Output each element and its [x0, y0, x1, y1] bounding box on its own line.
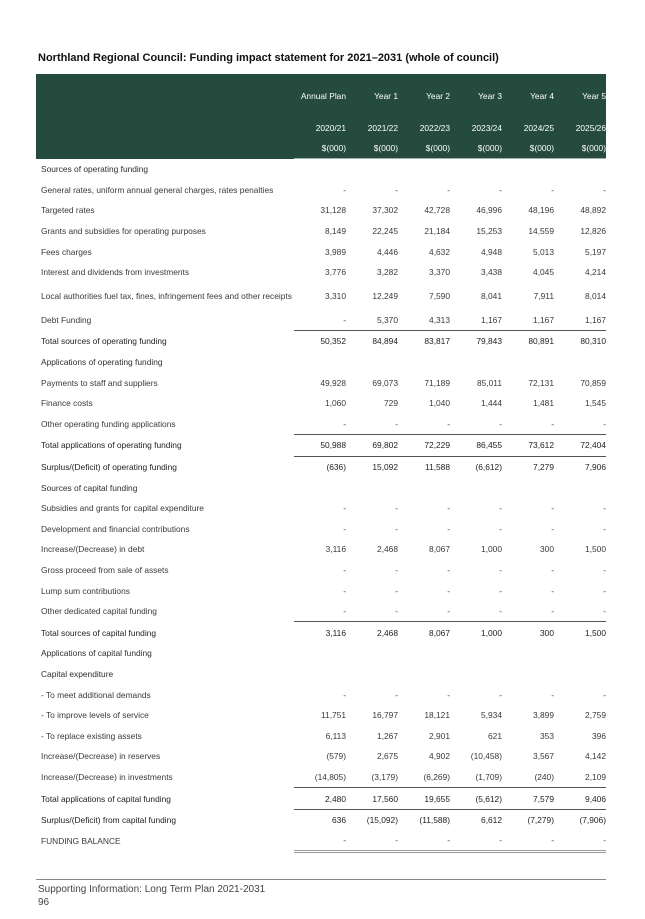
row-value: [554, 643, 606, 664]
footer-divider: [36, 879, 606, 880]
row-value: (579): [326, 751, 346, 762]
table-row: [36, 414, 606, 435]
table-row: [36, 372, 606, 393]
row-value: 1,167: [585, 314, 606, 325]
row-value: 5,370: [377, 314, 398, 325]
row-label: General rates, uniform annual general charges, rates penalties: [41, 184, 274, 195]
row-value: (240): [534, 771, 554, 782]
row-value: 4,045: [533, 267, 554, 278]
row-label: FUNDING BALANCE: [41, 836, 121, 847]
row-value: -: [447, 503, 450, 514]
row-value: -: [603, 564, 606, 575]
header-blank: [36, 138, 294, 159]
row-value: -: [551, 606, 554, 617]
table-row: [36, 684, 606, 705]
row-value: 4,142: [585, 751, 606, 762]
row-label: - To replace existing assets: [41, 730, 142, 741]
table-row: [36, 746, 606, 767]
row-value: 621: [488, 730, 502, 741]
row-label: Applications of capital funding: [41, 648, 152, 659]
column-header: Year 2: [398, 74, 450, 118]
table-row: [36, 705, 606, 726]
funding-impact-table: [36, 74, 606, 853]
column-header: Annual Plan: [294, 74, 346, 118]
row-value: [346, 477, 398, 498]
row-value: 83,817: [398, 331, 450, 352]
row-value: 4,902: [429, 751, 450, 762]
row-value: 16,797: [372, 710, 398, 721]
row-value: 85,011: [477, 377, 502, 388]
row-value: [554, 477, 606, 498]
row-label: Development and financial contributions: [41, 523, 190, 534]
row-value: 8,149: [325, 226, 346, 237]
table-row: [36, 725, 606, 746]
row-value: 48,196: [528, 205, 554, 216]
row-value: 3,116: [294, 622, 346, 643]
row-label: Total applications of operating funding: [41, 440, 182, 451]
row-value: -: [447, 689, 450, 700]
row-value: (15,092): [346, 809, 398, 830]
row-value: -: [502, 830, 554, 852]
row-value: [502, 643, 554, 664]
row-value: -: [395, 184, 398, 195]
row-value: 15,253: [476, 226, 502, 237]
period-header: 2020/21: [294, 118, 346, 138]
row-value: 6,612: [450, 809, 502, 830]
row-value: -: [551, 418, 554, 429]
row-label: Payments to staff and suppliers: [41, 377, 158, 388]
period-header: 2023/24: [450, 118, 502, 138]
row-value: 8,067: [429, 544, 450, 555]
row-label: Total sources of capital funding: [41, 627, 156, 638]
row-value: [294, 352, 346, 373]
row-value: 2,901: [429, 730, 450, 741]
row-value: 72,229: [398, 435, 450, 457]
row-value: -: [395, 606, 398, 617]
row-value: -: [343, 564, 346, 575]
row-value: -: [551, 503, 554, 514]
row-value: [398, 352, 450, 373]
row-value: 19,655: [398, 788, 450, 810]
row-value: [554, 159, 606, 180]
row-value: 6,113: [325, 730, 346, 741]
row-value: [554, 664, 606, 685]
row-label: Lump sum contributions: [41, 585, 130, 596]
row-value: -: [551, 523, 554, 534]
row-value: 8,067: [398, 622, 450, 643]
row-value: 22,245: [372, 226, 398, 237]
row-value: [346, 159, 398, 180]
row-value: -: [343, 503, 346, 514]
table-header: [36, 74, 606, 159]
row-value: 1,040: [429, 398, 450, 409]
table-row: [36, 560, 606, 581]
table-row: [36, 393, 606, 414]
row-label: Local authorities fuel tax, fines, infringement fees and other receipts: [41, 291, 292, 302]
row-value: -: [554, 830, 606, 852]
table-row: [36, 519, 606, 540]
unit-header: $(000): [294, 138, 346, 159]
row-value: -: [343, 689, 346, 700]
row-value: [502, 352, 554, 373]
unit-header: $(000): [346, 138, 398, 159]
row-value: (6,269): [423, 771, 450, 782]
row-label: Targeted rates: [41, 205, 95, 216]
row-value: [294, 643, 346, 664]
row-value: -: [499, 184, 502, 195]
row-value: 636: [294, 809, 346, 830]
row-value: -: [343, 184, 346, 195]
row-value: [502, 159, 554, 180]
column-header: Year 4: [502, 74, 554, 118]
row-value: 7,590: [429, 291, 450, 302]
period-header: 2024/25: [502, 118, 554, 138]
row-value: 2,468: [377, 544, 398, 555]
row-value: [346, 643, 398, 664]
row-value: [346, 352, 398, 373]
row-value: 300: [540, 544, 554, 555]
row-value: 50,988: [294, 435, 346, 457]
row-label: Surplus/(Deficit) of operating funding: [41, 461, 177, 472]
row-value: 69,802: [346, 435, 398, 457]
table-row: [36, 788, 606, 810]
table-row: [36, 221, 606, 242]
row-value: [450, 477, 502, 498]
row-value: [398, 664, 450, 685]
table-row: [36, 477, 606, 498]
row-label: Other dedicated capital funding: [41, 606, 157, 617]
row-value: (10,458): [470, 751, 502, 762]
row-label: Total sources of operating funding: [41, 336, 167, 347]
row-label: Total applications of capital funding: [41, 793, 171, 804]
row-value: (7,279): [502, 809, 554, 830]
table-row: [36, 601, 606, 622]
row-value: (6,612): [450, 456, 502, 477]
row-value: -: [343, 606, 346, 617]
row-value: 5,934: [481, 710, 502, 721]
row-label: Fees charges: [41, 246, 92, 257]
row-value: (7,906): [554, 809, 606, 830]
row-value: 49,928: [320, 377, 346, 388]
row-value: -: [447, 523, 450, 534]
row-value: [294, 159, 346, 180]
table-row: [36, 830, 606, 852]
row-value: [398, 477, 450, 498]
row-value: 73,612: [502, 435, 554, 457]
row-label: - To improve levels of service: [41, 710, 149, 721]
row-value: 69,073: [372, 377, 398, 388]
row-value: 3,310: [325, 291, 346, 302]
table-row: [36, 643, 606, 664]
row-value: 2,480: [294, 788, 346, 810]
row-value: 37,302: [372, 205, 398, 216]
row-value: 1,500: [554, 622, 606, 643]
table-row: [36, 456, 606, 477]
table-row: [36, 262, 606, 283]
table-row: [36, 331, 606, 352]
table-row: [36, 580, 606, 601]
row-value: -: [447, 585, 450, 596]
row-label: Sources of capital funding: [41, 482, 138, 493]
footer-text: Supporting Information: Long Term Plan 2021-2031: [38, 884, 266, 895]
row-value: 5,013: [533, 246, 554, 257]
row-value: 12,826: [580, 226, 606, 237]
row-value: [294, 664, 346, 685]
row-value: 3,438: [481, 267, 502, 278]
row-value: 1,481: [533, 398, 554, 409]
period-header: 2021/22: [346, 118, 398, 138]
unit-header: $(000): [450, 138, 502, 159]
row-value: 2,759: [585, 710, 606, 721]
row-value: [450, 664, 502, 685]
table-row: [36, 200, 606, 221]
row-label: Other operating funding applications: [41, 419, 176, 430]
row-value: 42,728: [424, 205, 450, 216]
row-value: 3,116: [325, 544, 346, 555]
row-value: 14,559: [528, 226, 554, 237]
row-value: -: [603, 523, 606, 534]
row-value: -: [499, 564, 502, 575]
row-value: 17,560: [346, 788, 398, 810]
row-value: -: [551, 585, 554, 596]
row-value: 1,167: [533, 314, 554, 325]
row-value: -: [395, 418, 398, 429]
row-value: (5,612): [450, 788, 502, 810]
row-value: 1,444: [481, 398, 502, 409]
row-label: Increase/(Decrease) in reserves: [41, 751, 161, 762]
row-value: 71,189: [424, 377, 450, 388]
row-value: 2,675: [377, 751, 398, 762]
table-row: [36, 767, 606, 788]
row-value: 300: [502, 622, 554, 643]
row-value: 4,948: [481, 246, 502, 257]
table-row: [36, 622, 606, 643]
row-value: -: [603, 184, 606, 195]
row-value: 31,128: [320, 205, 346, 216]
row-value: -: [551, 184, 554, 195]
row-value: 72,404: [554, 435, 606, 457]
row-value: 2,109: [585, 771, 606, 782]
row-label: Applications of operating funding: [41, 357, 163, 368]
row-value: -: [499, 585, 502, 596]
row-value: [450, 643, 502, 664]
table-body: [36, 159, 606, 852]
row-label: Interest and dividends from investments: [41, 267, 190, 278]
row-value: 1,000: [450, 622, 502, 643]
row-value: [450, 159, 502, 180]
row-label: Gross proceed from sale of assets: [41, 564, 169, 575]
table-row: [36, 159, 606, 180]
row-label: Sources of operating funding: [41, 164, 149, 175]
row-value: -: [395, 564, 398, 575]
row-value: (11,588): [398, 809, 450, 830]
row-value: -: [447, 184, 450, 195]
row-value: 7,579: [502, 788, 554, 810]
row-value: 4,632: [429, 246, 450, 257]
table-row: [36, 352, 606, 373]
row-value: -: [398, 830, 450, 852]
row-value: -: [551, 564, 554, 575]
row-value: -: [395, 503, 398, 514]
row-value: 396: [592, 730, 606, 741]
row-value: -: [447, 606, 450, 617]
row-value: 1,167: [481, 314, 502, 325]
row-value: 4,313: [429, 314, 450, 325]
row-label: Debt Funding: [41, 315, 92, 326]
row-label: Increase/(Decrease) in investments: [41, 772, 173, 783]
row-value: [502, 664, 554, 685]
period-header: 2022/23: [398, 118, 450, 138]
row-value: 8,041: [481, 291, 502, 302]
row-value: 72,131: [528, 377, 554, 388]
row-value: 3,567: [533, 751, 554, 762]
row-value: [554, 352, 606, 373]
row-value: -: [447, 418, 450, 429]
column-header: Year 1: [346, 74, 398, 118]
row-value: 70,859: [580, 377, 606, 388]
row-value: 4,214: [585, 267, 606, 278]
row-label: Finance costs: [41, 398, 93, 409]
row-value: -: [603, 585, 606, 596]
row-value: 79,843: [450, 331, 502, 352]
row-value: -: [395, 523, 398, 534]
row-value: 46,996: [476, 205, 502, 216]
period-header: 2025/26: [554, 118, 606, 138]
row-value: 11,751: [321, 710, 346, 721]
row-value: [398, 159, 450, 180]
row-value: 1,000: [481, 544, 502, 555]
table-row: [36, 241, 606, 262]
table-row: [36, 180, 606, 201]
row-value: -: [499, 418, 502, 429]
unit-header: $(000): [502, 138, 554, 159]
row-value: 1,545: [585, 398, 606, 409]
table-row: [36, 283, 606, 310]
row-value: -: [294, 830, 346, 852]
column-header: Year 3: [450, 74, 502, 118]
row-value: 86,455: [450, 435, 502, 457]
row-value: 9,406: [554, 788, 606, 810]
row-value: -: [499, 523, 502, 534]
row-value: 7,911: [533, 291, 554, 302]
row-value: -: [450, 830, 502, 852]
row-value: 3,989: [325, 246, 346, 257]
page-number: 96: [38, 897, 50, 908]
row-value: (14,805): [314, 771, 346, 782]
row-value: -: [395, 585, 398, 596]
row-value: 729: [384, 398, 398, 409]
row-value: -: [603, 418, 606, 429]
unit-header: $(000): [554, 138, 606, 159]
row-label: Subsidies and grants for capital expenditure: [41, 503, 204, 514]
table-row: [36, 664, 606, 685]
row-value: -: [343, 585, 346, 596]
table-row: [36, 435, 606, 457]
row-value: -: [346, 830, 398, 852]
unit-header: $(000): [398, 138, 450, 159]
row-label: Increase/(Decrease) in debt: [41, 544, 145, 555]
row-value: 80,310: [554, 331, 606, 352]
table-row: [36, 310, 606, 331]
column-header: Year 5: [554, 74, 606, 118]
header-blank: [36, 118, 294, 138]
row-value: 18,121: [424, 710, 450, 721]
row-value: (636): [294, 456, 346, 477]
row-value: 80,891: [502, 331, 554, 352]
row-value: 1,060: [325, 398, 346, 409]
row-value: -: [499, 503, 502, 514]
table-row: [36, 809, 606, 830]
row-value: 1,267: [377, 730, 398, 741]
row-value: 8,014: [585, 291, 606, 302]
row-value: 3,282: [377, 267, 398, 278]
row-label: - To meet additional demands: [41, 689, 151, 700]
row-value: 2,468: [346, 622, 398, 643]
row-value: [294, 477, 346, 498]
row-value: -: [499, 606, 502, 617]
table-row: [36, 539, 606, 560]
row-value: (1,709): [475, 771, 502, 782]
row-value: -: [603, 606, 606, 617]
row-value: -: [343, 418, 346, 429]
row-value: 84,894: [346, 331, 398, 352]
row-value: -: [603, 689, 606, 700]
row-value: [502, 477, 554, 498]
row-value: [398, 643, 450, 664]
row-value: 3,370: [429, 267, 450, 278]
row-value: (3,179): [371, 771, 398, 782]
row-label: Capital expenditure: [41, 668, 114, 679]
row-value: -: [603, 503, 606, 514]
row-value: 3,776: [325, 267, 346, 278]
row-label: Grants and subsidies for operating purposes: [41, 226, 206, 237]
row-value: 5,197: [585, 246, 606, 257]
row-value: 353: [540, 730, 554, 741]
page-title: Northland Regional Council: Funding impact statement for 2021–2031 (whole of council): [38, 52, 499, 64]
row-value: 3,899: [533, 710, 554, 721]
row-value: 7,279: [502, 456, 554, 477]
row-value: -: [447, 564, 450, 575]
row-value: 12,249: [372, 291, 398, 302]
row-value: -: [343, 314, 346, 325]
row-value: [450, 352, 502, 373]
row-value: 50,352: [294, 331, 346, 352]
row-value: -: [395, 689, 398, 700]
row-value: 48,892: [580, 205, 606, 216]
row-value: 1,500: [585, 544, 606, 555]
header-blank: [36, 74, 294, 118]
row-value: -: [499, 689, 502, 700]
row-value: 11,588: [398, 456, 450, 477]
row-value: 15,092: [346, 456, 398, 477]
row-value: 21,184: [424, 226, 450, 237]
row-value: -: [343, 523, 346, 534]
table-row: [36, 498, 606, 519]
row-value: 7,906: [554, 456, 606, 477]
row-value: -: [551, 689, 554, 700]
row-value: 4,446: [377, 246, 398, 257]
row-value: [346, 664, 398, 685]
row-label: Surplus/(Deficit) from capital funding: [41, 814, 176, 825]
